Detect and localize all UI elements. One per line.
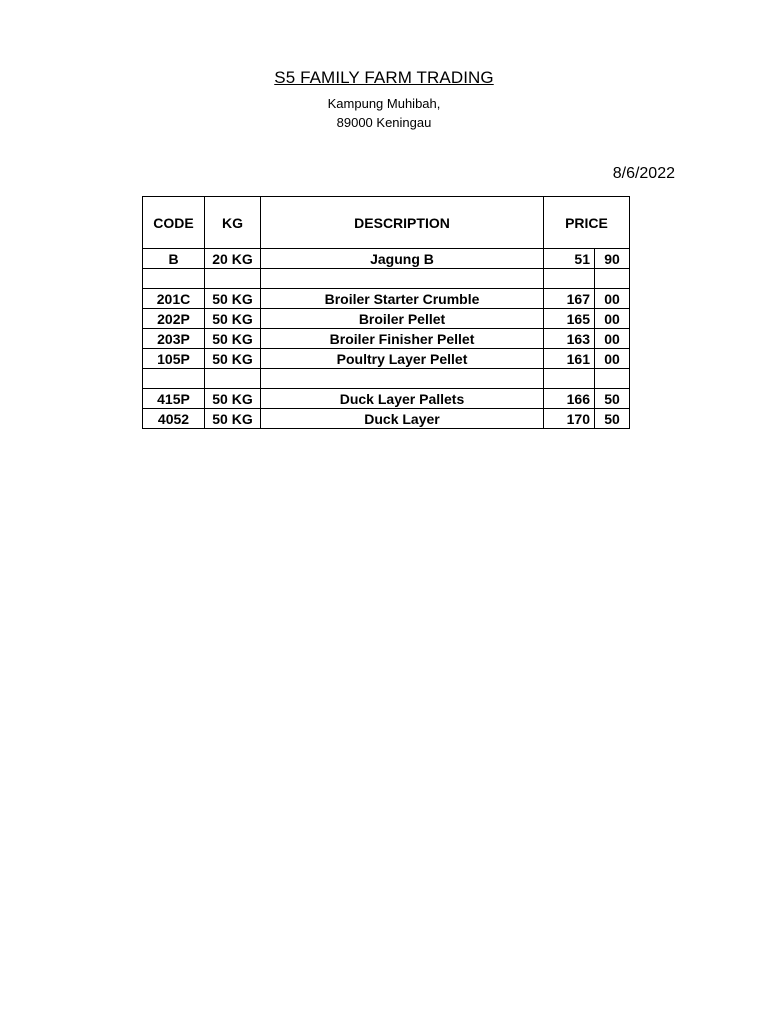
cell-description: Poultry Layer Pellet — [261, 349, 544, 369]
table-header-row — [143, 197, 630, 249]
table-row — [143, 289, 630, 309]
cell-price-sen — [595, 369, 630, 389]
table-body — [143, 249, 630, 429]
cell-code: 203P — [143, 329, 205, 349]
table-row-empty — [143, 269, 630, 289]
cell-code: 201C — [143, 289, 205, 309]
cell-description: Broiler Pellet — [261, 309, 544, 329]
cell-description — [261, 369, 544, 389]
cell-code: 415P — [143, 389, 205, 409]
cell-price-ringgit: 163 — [544, 329, 595, 349]
table-row — [143, 329, 630, 349]
cell-description: Duck Layer Pallets — [261, 389, 544, 409]
header-price: PRICE — [544, 197, 630, 249]
cell-price-sen: 50 — [595, 389, 630, 409]
cell-price-sen: 00 — [595, 309, 630, 329]
cell-price-ringgit: 170 — [544, 409, 595, 429]
document-date: 8/6/2022 — [612, 165, 675, 182]
cell-price-sen: 00 — [595, 329, 630, 349]
cell-description: Duck Layer — [261, 409, 544, 429]
cell-description: Broiler Starter Crumble — [261, 289, 544, 309]
cell-price-ringgit: 161 — [544, 349, 595, 369]
table-row — [143, 249, 630, 269]
price-table — [142, 196, 630, 429]
cell-price-sen: 90 — [595, 249, 630, 269]
table-row — [143, 389, 630, 409]
cell-kg: 50 KG — [205, 329, 261, 349]
cell-price-ringgit: 51 — [544, 249, 595, 269]
cell-code: 202P — [143, 309, 205, 329]
table-row — [143, 409, 630, 429]
cell-description — [261, 269, 544, 289]
company-name: S5 FAMILY FARM TRADING — [274, 68, 494, 87]
table-row — [143, 349, 630, 369]
table-row-empty — [143, 369, 630, 389]
cell-price-sen: 00 — [595, 289, 630, 309]
cell-kg: 50 KG — [205, 409, 261, 429]
cell-price-ringgit — [544, 369, 595, 389]
cell-code: 4052 — [143, 409, 205, 429]
cell-price-sen — [595, 269, 630, 289]
cell-code: 105P — [143, 349, 205, 369]
cell-price-ringgit: 166 — [544, 389, 595, 409]
table-row — [143, 309, 630, 329]
cell-description: Broiler Finisher Pellet — [261, 329, 544, 349]
cell-code: B — [143, 249, 205, 269]
cell-price-ringgit: 165 — [544, 309, 595, 329]
cell-kg: 50 KG — [205, 349, 261, 369]
cell-price-sen: 00 — [595, 349, 630, 369]
cell-price-sen: 50 — [595, 409, 630, 429]
address-line-1: Kampung Muhibah, — [327, 96, 441, 111]
cell-kg: 50 KG — [205, 309, 261, 329]
cell-price-ringgit: 167 — [544, 289, 595, 309]
header-description: DESCRIPTION — [261, 197, 544, 249]
cell-code — [143, 369, 205, 389]
header-code: CODE — [143, 197, 205, 249]
cell-code — [143, 269, 205, 289]
cell-kg: 20 KG — [205, 249, 261, 269]
cell-kg: 50 KG — [205, 289, 261, 309]
cell-kg — [205, 269, 261, 289]
address-line-2: 89000 Keningau — [336, 115, 432, 130]
cell-kg: 50 KG — [205, 389, 261, 409]
cell-description: Jagung B — [261, 249, 544, 269]
cell-price-ringgit — [544, 269, 595, 289]
cell-kg — [205, 369, 261, 389]
header-kg: KG — [205, 197, 261, 249]
